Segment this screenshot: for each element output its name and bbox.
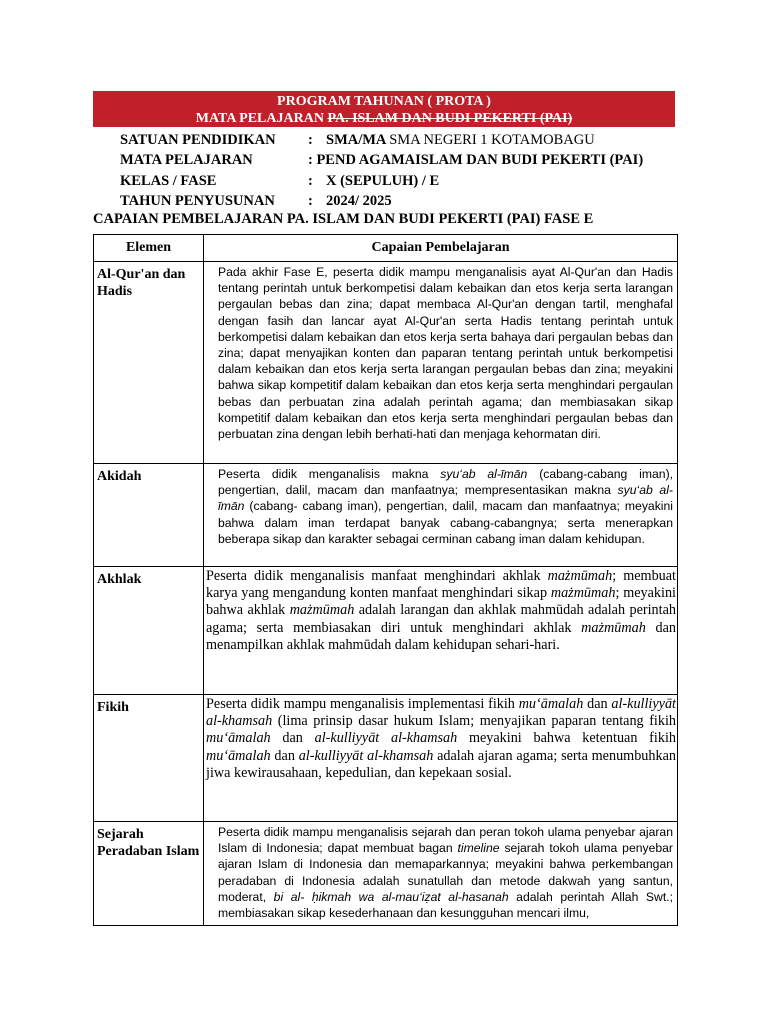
info-satuan [120, 130, 595, 150]
mapel-value: : PEND AGAMAISLAM DAN BUDI PEKERTI (PAI) [308, 152, 644, 168]
satuan-colon: : [308, 132, 313, 148]
capaian-cell: Peserta didik menganalisis makna syu‘ab al-īmān (cabang-cabang iman), pengertian, dalil, macam dan manfaatnya; mempresentasikan makna syu‘ab al-īmān (cabang- cabang iman), pengertian, dalil, macam dan manfaatnya; meyakini bahwa dalam iman terdapat banyak cabang-cabangnya; serta menerapkan beberapa sikap dan karakter sebagai cerminan cabang iman dalam kehidupan. [204, 464, 678, 567]
capaian-cell: Peserta didik mampu menganalisis sejarah dan peran tokoh ulama penyebar ajaran Islam di Indonesia; dapat membuat bagan timeline sejarah tokoh ulama penyebar ajaran Islam di Indonesia dan memaparkannya; meyakini bahwa perkembangan peradaban di Indonesia adalah sunatullah dan metode dakwah yang santun, moderat, bi al- ḥikmah wa al-mau‘iẓat al-hasanah adalah perintah Allah Swt.; membiasakan sikap kesederhanaan dan kesungguhan mencari ilmu, [204, 822, 678, 926]
satuan-value-bold: SMA/MA [326, 132, 386, 148]
elemen-cell: Fikih [94, 695, 204, 822]
capaian-cell: Peserta didik menganalisis manfaat menghindari akhlak mażmūmah; membuat karya yang mengandung konten manfaat menghindari sikap mażmūmah; meyakini bahwa akhlak mażmūmah adalah larangan dan akhlak mahmūdah adalah perintah agama; serta membiasakan diri untuk menghindari akhlak mażmūmah dan menampilkan akhlak mahmūdah dalam kehidupan sehari-hari. [204, 567, 678, 695]
info-tahun [120, 191, 392, 211]
tahun-label: TAHUN PENYUSUNAN [120, 193, 275, 209]
elemen-cell: Sejarah Peradaban Islam [94, 822, 204, 926]
capaian-cell: Pada akhir Fase E, peserta didik mampu menganalisis ayat Al-Qur'an dan Hadis tentang perintah untuk berkompetisi dalam kebaikan dan etos kerja serta larangan pergaulan bebas dan zina; dapat membaca Al-Qur'an dengan tartil, menghafal dengan fasih dan lancar ayat Al-Qur'an serta Hadis tentang perintah untuk berkompetisi dalam kebaikan dan etos kerja serta bahaya dari pergaulan bebas dan zina; dapat menyajikan konten dan paparan tentang perintah untuk berkompetisi dalam kebaikan dan etos kerja serta larangan pergaulan bebas dan zina; meyakini bahwa sikap kompetitif dalam kebaikan dan etos kerja serta menghindari pergaulan bebas dan perbuatan zina adalah perintah agama; dan membiasakan sikap kompetitif dalam kebaikan dan etos kerja serta menghindari pergaulan bebas dan perbuatan zina dengan lebih berhati-hati dan menjaga kehormatan diri. [204, 262, 678, 464]
table-row [94, 567, 678, 695]
title-banner [93, 91, 675, 127]
tahun-colon: : [308, 193, 313, 209]
document-title: PROGRAM TAHUNAN ( PROTA ) [277, 94, 491, 109]
mapel-label: MATA PELAJARAN [120, 152, 253, 168]
kelas-colon: : [308, 173, 313, 189]
col-header-capaian: Capaian Pembelajaran [204, 235, 678, 262]
kelas-value: X (SEPULUH) / E [326, 173, 440, 189]
kelas-label: KELAS / FASE [120, 173, 217, 189]
table-row [94, 464, 678, 567]
satuan-label: SATUAN PENDIDIKAN [120, 132, 276, 148]
info-kelas [120, 171, 439, 191]
subtitle-prefix: MATA PELAJARAN [195, 111, 324, 126]
section-heading: CAPAIAN PEMBELAJARAN PA. ISLAM DAN BUDI PEKERTI (PAI) FASE E [93, 211, 594, 227]
info-mapel [120, 150, 643, 170]
tahun-value: 2024/ 2025 [326, 193, 392, 209]
capaian-table [93, 234, 678, 926]
table-row [94, 262, 678, 464]
col-header-elemen: Elemen [94, 235, 204, 262]
elemen-cell: Al-Qur'an dan Hadis [94, 262, 204, 464]
elemen-cell: Akidah [94, 464, 204, 567]
table-row [94, 695, 678, 822]
satuan-value: SMA NEGERI 1 KOTAMOBAGU [389, 132, 595, 148]
document-subtitle [93, 110, 675, 127]
elemen-cell: Akhlak [94, 567, 204, 695]
table-row [94, 822, 678, 926]
table-header-row [94, 235, 678, 262]
capaian-cell: Peserta didik mampu menganalisis implementasi fikih mu‘āmalah dan al-kulliyyāt al-khamsah (lima prinsip dasar hukum Islam; menyajikan paparan tentang fikih mu‘āmalah dan al-kulliyyāt al-khamsah meyakini bahwa ketentuan fikih mu‘āmalah dan al-kulliyyāt al-khamsah adalah ajaran agama; serta menumbuhkan jiwa kewirausahaan, kepedulian, dan kepekaan sosial. [204, 695, 678, 822]
subtitle-struck: PA. ISLAM DAN BUDI PEKERTI (PAI) [327, 111, 573, 126]
